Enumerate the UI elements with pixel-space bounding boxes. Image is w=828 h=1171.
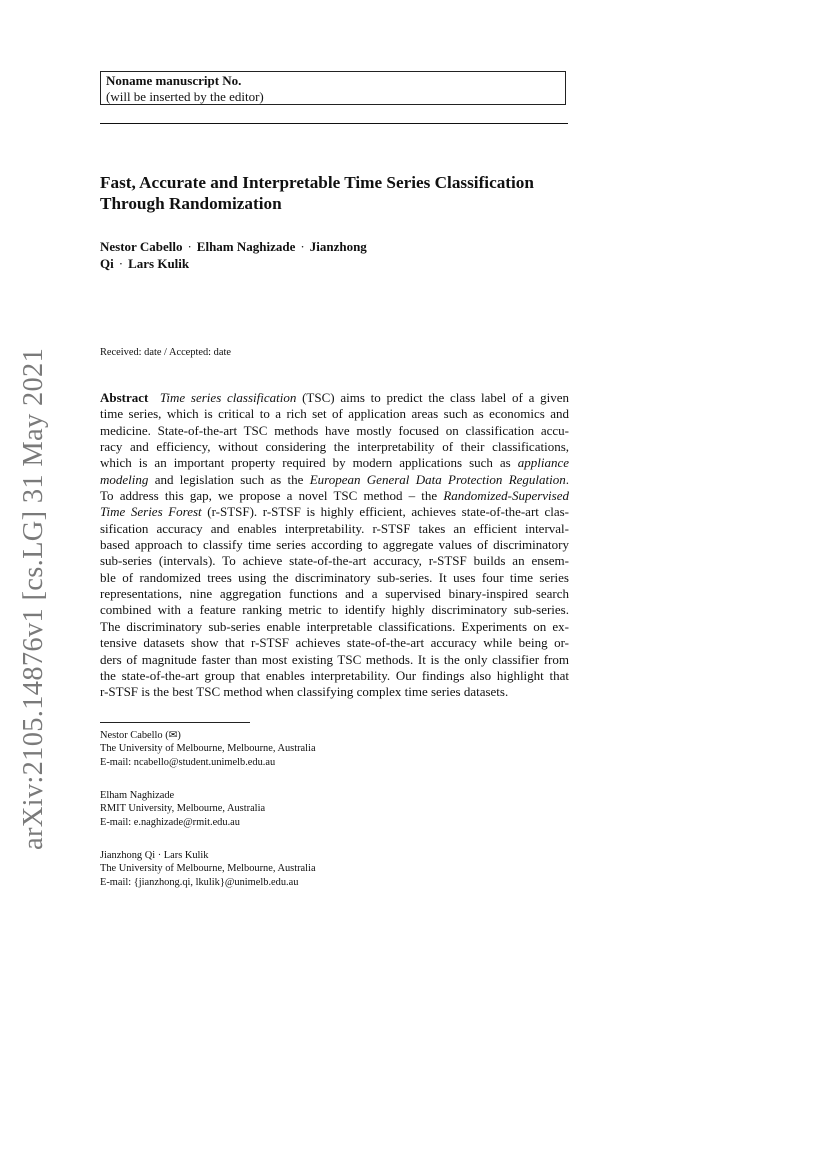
author-separator: · — [300, 239, 305, 254]
received-accepted-dates: Received: date / Accepted: date — [100, 347, 231, 358]
abstract-line: representations, nine aggregation functions and a supervised binary-inspired search — [100, 586, 569, 602]
abstract-line: the state-of-the-art group that enables interpretability. Our findings also highlight that — [100, 667, 569, 683]
affiliation-organization: The University of Melbourne, Melbourne, Australia — [100, 863, 316, 875]
author-separator: · — [187, 239, 192, 254]
abstract-emphasis: European General Data Protection Regulation — [309, 471, 566, 487]
affiliation-organization: The University of Melbourne, Melbourne, Australia — [100, 743, 316, 755]
abstract-emphasis: Time Series Forest — [100, 504, 202, 520]
abstract-text: which is an important property required by modern applications such as — [100, 455, 518, 471]
abstract-text: . — [565, 471, 569, 487]
abstract-text: and legislation such as the — [148, 471, 310, 487]
abstract-emphasis: appliance — [517, 455, 569, 471]
abstract-line: ders of magnitude faster than most existing TSC methods. It is the only classifier from — [100, 651, 569, 667]
affiliation-name: Nestor Cabello (✉) — [100, 730, 181, 741]
abstract-text: (TSC) aims to predict the class label of a given — [296, 390, 569, 405]
abstract-line: r-STSF is the best TSC method when classifying complex time series datasets. — [100, 684, 509, 700]
affiliation-email: E-mail: ncabello@student.unimelb.edu.au — [100, 756, 276, 768]
abstract-line — [100, 455, 569, 471]
author-separator: · — [118, 256, 124, 271]
editor-note: (will be inserted by the editor) — [106, 88, 264, 104]
abstract-emphasis: Randomized-Supervised — [443, 488, 569, 504]
abstract-line: medicine. State-of-the-art TSC methods have mostly focused on classification accu- — [100, 422, 569, 438]
abstract-line — [100, 488, 569, 504]
abstract-line: sification accuracy and enables interpretability. r-STSF takes an efficient interval- — [100, 520, 569, 536]
author-name: Nestor Cabello — [100, 239, 183, 254]
abstract-line — [100, 472, 569, 488]
abstract-line: racy and efficiency, without considering the interpretability of their classifications, — [100, 439, 569, 455]
author-list — [100, 238, 570, 272]
author-row-2 — [100, 255, 570, 272]
abstract-line — [100, 504, 569, 520]
affiliation-email: E-mail: {jianzhong.qi, lkulik}@unimelb.edu.au — [100, 876, 299, 888]
abstract-line — [100, 390, 569, 406]
title-line-1: Fast, Accurate and Interpretable Time Series Classification — [100, 173, 534, 192]
affiliation-block — [100, 849, 540, 889]
arxiv-identifier-stamp: arXiv:2105.14876v1 [cs.LG] 31 May 2021 — [18, 347, 49, 850]
abstract-line: ble of randomized trees using the discriminatory sub-series. It uses four time series — [100, 569, 569, 585]
abstract-label: Abstract — [100, 390, 149, 405]
manuscript-note-box — [100, 71, 566, 105]
abstract-line: based approach to classify time series according to aggregate values of discriminatory — [100, 537, 569, 553]
author-name: Qi — [100, 256, 114, 271]
footnote-rule — [100, 722, 250, 723]
affiliation-block — [100, 729, 540, 769]
author-row-1 — [100, 238, 570, 255]
abstract-emphasis: modeling — [100, 471, 149, 487]
abstract-line: The discriminatory sub-series enable interpretable classifications. Experiments on ex- — [100, 618, 569, 634]
author-name: Jianzhong — [309, 239, 367, 254]
abstract-line: time series, which is critical to a rich set of application areas such as economics and — [100, 406, 569, 422]
affiliation-email: E-mail: e.naghizade@rmit.edu.au — [100, 816, 240, 828]
abstract-line: sub-series (intervals). To achieve state-of-the-art accuracy, r-STSF builds an ensem- — [100, 553, 569, 569]
paper-title — [100, 172, 580, 214]
manuscript-number-label: Noname manuscript No. — [106, 73, 242, 88]
abstract-emphasis: Time series classification — [159, 390, 297, 405]
abstract-line: combined with a feature ranking metric to identify highly discriminatory sub-series. — [100, 602, 569, 618]
header-rule — [100, 123, 568, 124]
affiliation-name: Elham Naghizade — [100, 790, 175, 801]
abstract-text: To address this gap, we propose a novel TSC method – the — [100, 488, 444, 504]
author-name: Elham Naghizade — [196, 239, 296, 254]
title-line-2: Through Randomization — [100, 194, 282, 213]
affiliation-name: Jianzhong Qi · Lars Kulik — [100, 850, 209, 861]
abstract-line: tensive datasets show that r-STSF achieves state-of-the-art accuracy while being or- — [100, 635, 569, 651]
affiliation-block — [100, 789, 540, 829]
abstract — [100, 390, 569, 701]
author-name: Lars Kulik — [128, 256, 190, 271]
abstract-text: (r-STSF). r-STSF is highly efficient, achieves state-of-the-art clas- — [201, 504, 569, 520]
affiliation-organization: RMIT University, Melbourne, Australia — [100, 803, 266, 815]
